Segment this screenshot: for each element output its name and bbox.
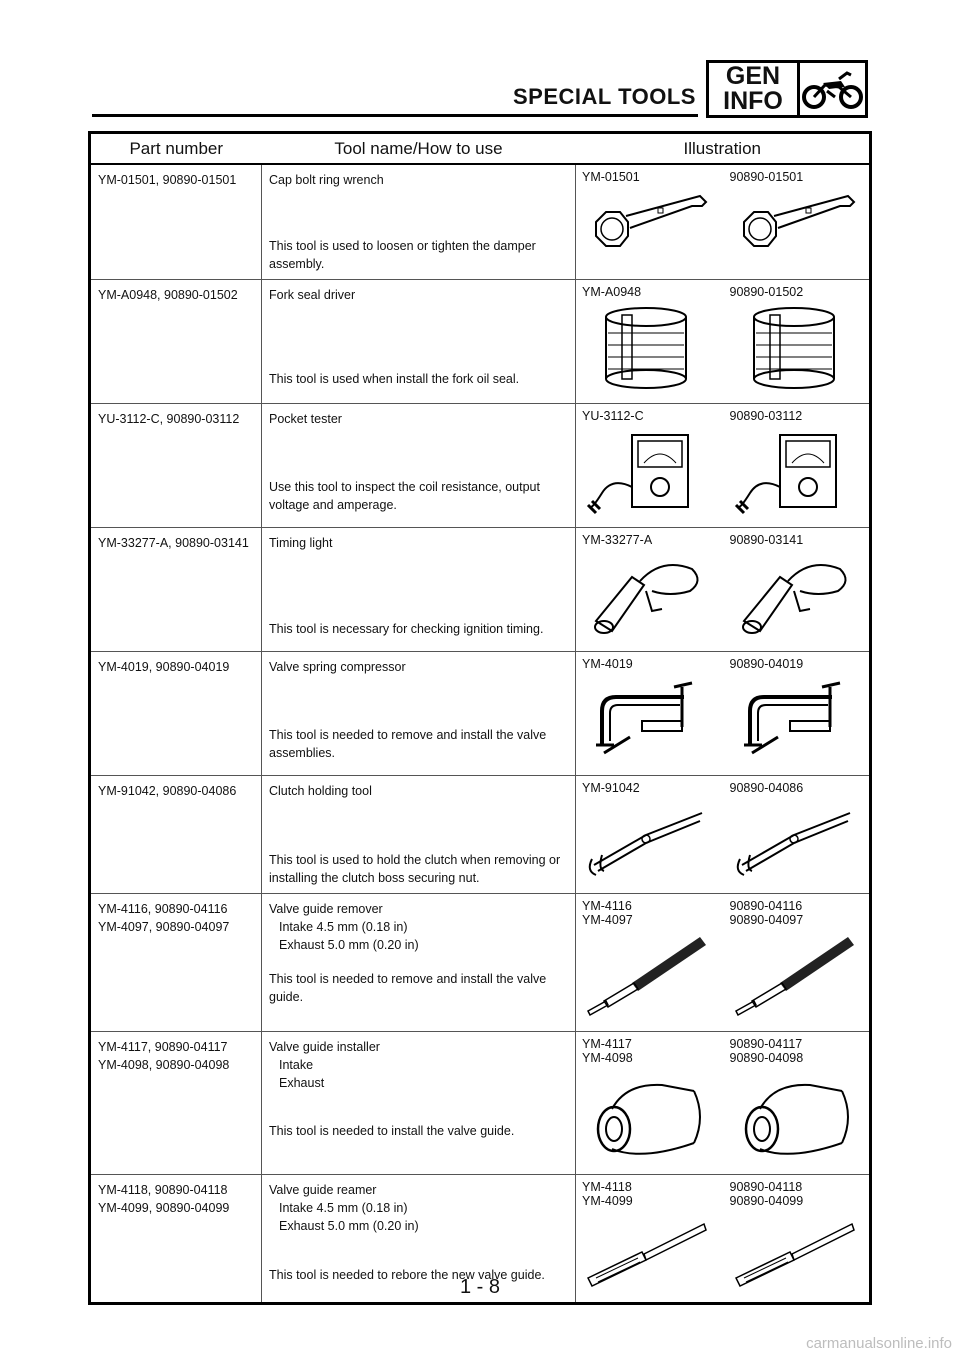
table-row [90, 894, 871, 1032]
table-body [90, 164, 871, 1304]
part-number-cell [90, 164, 262, 280]
part-number-cell [90, 894, 262, 1032]
part-number-cell [90, 652, 262, 776]
illustration-cell [724, 1032, 871, 1175]
illustration-code: 90890-04098 [729, 1051, 804, 1065]
illustration-code: YM-4019 [582, 657, 633, 671]
tool-description-cell [262, 1032, 576, 1175]
compressor-icon [582, 675, 718, 770]
illustration-code: 90890-04086 [729, 781, 804, 795]
part-number: YM-4118, 90890-04118 [98, 1183, 228, 1197]
wrench-icon [582, 188, 718, 263]
illustration-code: YM-4099 [582, 1194, 633, 1208]
illustration-cell [724, 776, 871, 894]
part-number-cell [90, 280, 262, 404]
tool-usage: This tool is necessary for checking ignition timing. [269, 622, 544, 636]
table-row [90, 528, 871, 652]
part-number: YM-4019, 90890-04019 [98, 660, 230, 674]
tool-usage: This tool is needed to remove and install the valve guide. [269, 972, 547, 1004]
header-rule [92, 114, 698, 117]
illustration-code: YM-A0948 [582, 285, 642, 299]
part-number: YM-4117, 90890-04117 [98, 1040, 228, 1054]
table-header-row [90, 133, 871, 165]
column-header-tool-name: Tool name/How to use [262, 133, 576, 165]
tool-name: Fork seal driver [269, 288, 356, 302]
remover-icon [582, 931, 718, 1026]
illustration-code: YM-4098 [582, 1051, 633, 1065]
tool-name: Valve guide remover [269, 902, 383, 916]
tool-usage: This tool is needed to remove and install the valve assemblies. [269, 728, 547, 760]
illustration-code: 90890-03112 [729, 409, 803, 423]
tool-usage: This tool is needed to install the valve guide. [269, 1124, 515, 1138]
remover-icon [730, 931, 864, 1026]
tester-icon [582, 427, 718, 522]
tool-spec: Exhaust 5.0 mm (0.20 in) [279, 1219, 419, 1233]
part-number: YM-4098, 90890-04098 [98, 1058, 230, 1072]
tool-name: Timing light [269, 536, 333, 550]
tool-spec: Intake [279, 1058, 314, 1072]
column-header-part-number: Part number [90, 133, 262, 165]
illustration-code: 90890-04116 [729, 899, 803, 913]
table-row [90, 164, 871, 280]
table-row [90, 652, 871, 776]
tool-name: Valve spring compressor [269, 660, 406, 674]
part-number: YM-A0948, 90890-01502 [98, 288, 238, 302]
tool-usage: This tool is used to hold the clutch when removing or installing the clutch boss securing nut. [269, 853, 561, 885]
table-row [90, 404, 871, 528]
seal-driver-icon [730, 303, 864, 398]
table-row [90, 1032, 871, 1175]
watermark: carmanualsonline.info [806, 1335, 952, 1352]
page-title: SPECIAL TOOLS [513, 84, 696, 109]
clutch-tool-icon [730, 799, 864, 884]
special-tools-table [88, 131, 872, 1305]
tool-spec: Intake 4.5 mm (0.18 in) [279, 920, 408, 934]
illustration-code: 90890-04019 [729, 657, 804, 671]
illustration-cell [576, 652, 724, 776]
part-number-cell [90, 1032, 262, 1175]
badge-line-1: GEN [725, 62, 781, 90]
tool-usage: This tool is used when install the fork oil seal. [269, 372, 520, 386]
illustration-code: YM-4116 [582, 899, 632, 913]
illustration-cell [724, 404, 871, 528]
illustration-code: YM-4118 [582, 1180, 632, 1194]
tool-spec: Exhaust 5.0 mm (0.20 in) [279, 938, 419, 952]
part-number: YM-01501, 90890-01501 [98, 173, 237, 187]
tool-name: Pocket tester [269, 412, 342, 426]
illustration-cell [576, 404, 724, 528]
badge-text [709, 63, 800, 115]
section-badge [706, 60, 868, 118]
illustration-cell [576, 776, 724, 894]
timing-light-icon [730, 551, 864, 646]
tool-description-cell [262, 652, 576, 776]
part-number-cell [90, 776, 262, 894]
seal-driver-icon [582, 303, 718, 398]
compressor-icon [730, 675, 864, 770]
part-number: YM-4097, 90890-04097 [98, 920, 230, 934]
illustration-code: YM-91042 [582, 781, 640, 795]
tool-usage: This tool is used to loosen or tighten the damper assembly. [269, 239, 536, 271]
illustration-code: YM-4097 [582, 913, 633, 927]
illustration-code: YU-3112-C [582, 409, 644, 423]
illustration-cell [724, 652, 871, 776]
page-number: 1 - 8 [459, 1276, 501, 1298]
badge-line-2: INFO [723, 87, 783, 115]
illustration-cell [724, 894, 871, 1032]
tool-name: Clutch holding tool [269, 784, 372, 798]
clutch-tool-icon [582, 799, 718, 884]
column-header-illustration: Illustration [576, 133, 871, 165]
tool-description-cell [262, 528, 576, 652]
installer-icon [730, 1069, 864, 1169]
illustration-code: 90890-01502 [729, 285, 804, 299]
illustration-code: 90890-03141 [729, 533, 804, 547]
tool-spec: Exhaust [279, 1076, 325, 1090]
tool-description-cell [262, 894, 576, 1032]
illustration-cell [576, 528, 724, 652]
motorcycle-icon [800, 63, 865, 115]
illustration-code: 90890-04118 [729, 1180, 803, 1194]
tool-description-cell [262, 164, 576, 280]
illustration-cell [724, 280, 871, 404]
illustration-code: YM-33277-A [582, 533, 653, 547]
tool-description-cell [262, 776, 576, 894]
illustration-cell [576, 1032, 724, 1175]
tool-name: Valve guide reamer [269, 1183, 377, 1197]
illustration-code: YM-01501 [582, 170, 640, 184]
tester-icon [730, 427, 864, 522]
wrench-icon [730, 188, 864, 263]
part-number: YM-33277-A, 90890-03141 [98, 536, 249, 550]
illustration-cell [724, 164, 871, 280]
part-number-cell [90, 404, 262, 528]
table-row [90, 776, 871, 894]
illustration-cell [576, 894, 724, 1032]
installer-icon [582, 1069, 718, 1169]
tool-usage: Use this tool to inspect the coil resistance, output voltage and amperage. [269, 480, 540, 512]
part-number: YM-4116, 90890-04116 [98, 902, 228, 916]
illustration-cell [576, 280, 724, 404]
tool-name: Valve guide installer [269, 1040, 380, 1054]
tool-spec: Intake 4.5 mm (0.18 in) [279, 1201, 408, 1215]
illustration-code: 90890-04099 [729, 1194, 804, 1208]
illustration-cell [576, 164, 724, 280]
part-number: YM-4099, 90890-04099 [98, 1201, 230, 1215]
part-number: YU-3112-C, 90890-03112 [98, 412, 240, 426]
illustration-cell [724, 528, 871, 652]
illustration-code: 90890-01501 [729, 170, 804, 184]
tool-description-cell [262, 404, 576, 528]
illustration-code: 90890-04117 [729, 1037, 803, 1051]
timing-light-icon [582, 551, 718, 646]
part-number: YM-91042, 90890-04086 [98, 784, 237, 798]
illustration-code: 90890-04097 [729, 913, 804, 927]
tool-name: Cap bolt ring wrench [269, 173, 384, 187]
tool-description-cell [262, 280, 576, 404]
tool-usage: This tool is needed to rebore the new valve guide. [269, 1268, 545, 1282]
part-number-cell [90, 528, 262, 652]
table-row [90, 280, 871, 404]
illustration-code: YM-4117 [582, 1037, 632, 1051]
